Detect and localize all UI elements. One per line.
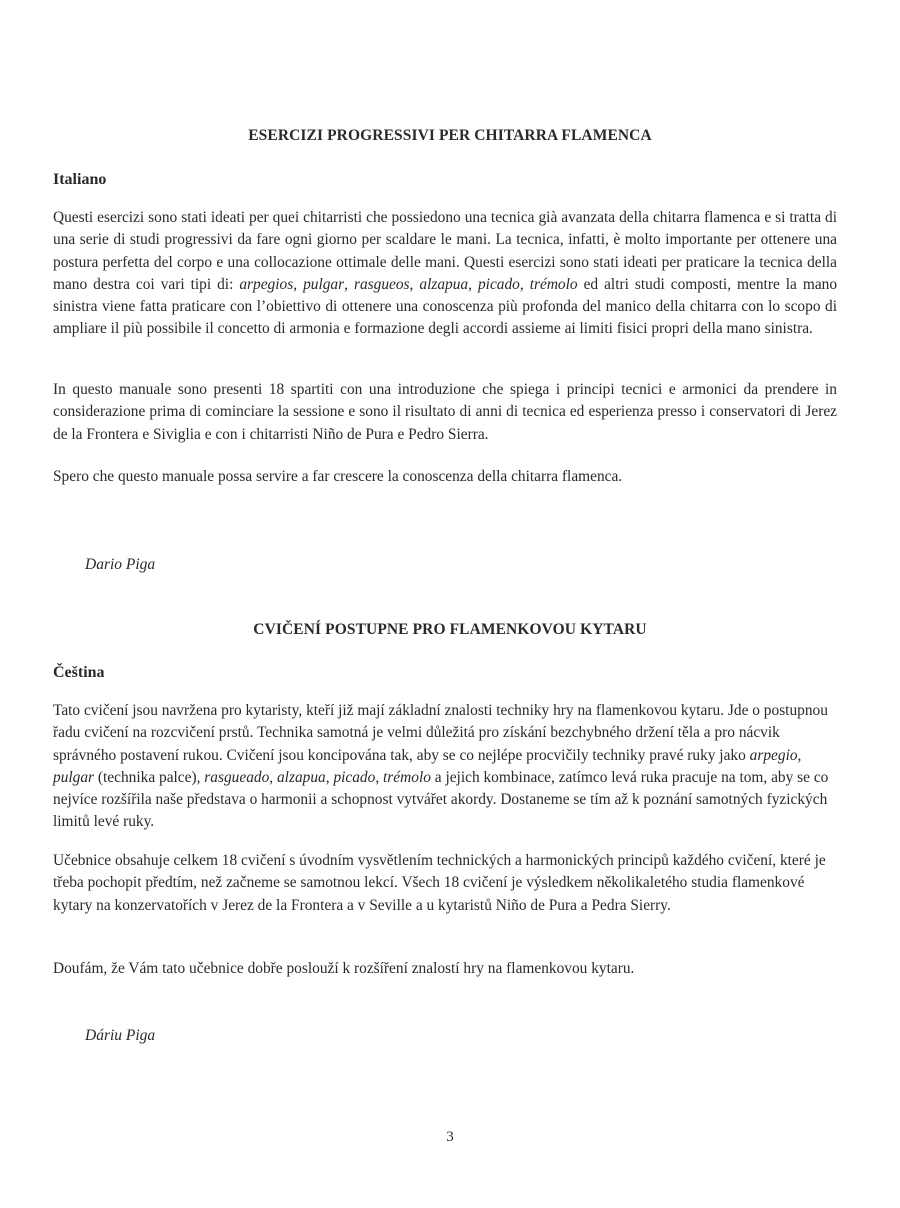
czech-term-rasgueado: rasgueado (204, 768, 270, 786)
italian-term-picado: picado (477, 275, 520, 293)
italian-signature: Dario Piga (85, 556, 156, 573)
italian-title: ESERCIZI PROGRESSIVI PER CHITARRA FLAMENCA (248, 127, 652, 144)
italian-term-tremolo: trémolo (529, 275, 578, 293)
italian-term-rasgueos: rasgueos (353, 275, 410, 293)
italian-p1-text-1: Questi esercizi sono stati ideati per quei chitarristi che possiedono una tecnica già avanzata della chitarra flamenca e si tratta di una serie di studi progressivi da fare ogni giorno per scaldare le mani. La tecnica, infatti, è molto importante per ottenere una postura perfetta del corpo e una collocazione ottimale delle mani. Questi esercizi sono stati ideati per praticare la tecnica della mano destra coi vari tipi di: (53, 209, 837, 293)
czech-term-tremolo: trémolo (383, 768, 431, 786)
italian-paragraph-3: Spero che questo manuale possa servire a far crescere la conoscenza della chitarra flamenca. (53, 468, 623, 485)
italian-term-alzapua: alzapua (419, 275, 469, 293)
czech-paragraph-1: Tato cvičení jsou navržena pro kytaristy, kteří již mají základní znalosti techniky hry na flamenkovou kytaru. Jde o postupnou řadu cvičení na rozcvičení prstů. Technika samotná je velmi důležitá pro získání bezchybného držení těla a pro nácvik správného postavení rukou. Cvičení jsou koncipována tak, aby se co nejlépe procvičily techniky pravé ruky jako arpegio, pulgar (technika palce), rasgueado, alzapua, picado, trémolo a jejich kombinace, zatímco levá ruka pracuje na tom, aby se co nejvíce rozšířila naše představa o harmonii a schopnost vytvářet akordy. Dostaneme se tím až k poznání samotných fyzických limitů levé ruky. (53, 702, 829, 831)
czech-paragraph-3: Doufám, že Vám tato učebnice dobře poslouží k rozšíření znalostí hry na flamenkovou kytaru. (53, 960, 635, 977)
czech-term-arpegio: arpegio (749, 746, 798, 764)
czech-term-picado: picado (333, 768, 376, 786)
czech-paragraph-2: Učebnice obsahuje celkem 18 cvičení s úvodním vysvětlením technických a harmonických principů každého cvičení, které je třeba pochopit předtím, než začneme se samotnou lekcí. Všech 18 cvičení je výsledkem několikaletého studia flamenkové kytary na konzervatořích v Jerez de la Frontera a v Seville a u kytaristů Niño de Pura a Pedra Sierry. (53, 852, 826, 914)
czech-term-pulgar: pulgar (53, 768, 95, 786)
czech-term-alzapua: alzapua (276, 768, 326, 786)
italian-term-arpegios: arpegios (239, 275, 294, 293)
czech-language-heading: Čeština (53, 664, 105, 681)
italian-language-heading: Italiano (53, 171, 107, 188)
czech-p1-text-2: (technika palce), (94, 768, 205, 786)
italian-term-pulgar: pulgar (303, 275, 345, 293)
czech-p1-text-3: a jejich kombinace, zatímco levá ruka pracuje na tom, aby se co nejvíce rozšířila naše představa o harmonii a schopnost vytvářet akordy. Dostaneme se tím až k poznání samotných fyzických limitů levé ruky. (53, 768, 829, 831)
italian-p1-text-2: ed altri studi composti, mentre la mano sinistra viene fatta praticare con l’obiettivo di ottenere una conoscenza più profonda del manico della chitarra con lo scopo di ampliare il più possibile il concetto di armonia e formazione degli accordi assieme ai limiti fisici propri della mano sinistra. (53, 275, 838, 338)
page-number: 3 (446, 1129, 454, 1145)
italian-paragraph-1: Questi esercizi sono stati ideati per quei chitarristi che possiedono una tecnica già avanzata della chitarra flamenca e si tratta di una serie di studi progressivi da fare ogni giorno per scaldare le mani. La tecnica, infatti, è molto importante per ottenere una postura perfetta del corpo e una collocazione ottimale delle mani. Questi esercizi sono stati ideati per praticare la tecnica della mano destra coi vari tipi di: arpegios, pulgar, rasgueos, alzapua, picado, trémolo ed altri studi composti, mentre la mano sinistra viene fatta praticare con l’obiettivo di ottenere una conoscenza più profonda del manico della chitarra con lo scopo di ampliare il più possibile il concetto di armonia e formazione degli accordi assieme ai limiti fisici propri della mano sinistra. (53, 209, 838, 338)
italian-paragraph-2: In questo manuale sono presenti 18 spartiti con una introduzione che spiega i principi tecnici e armonici da prendere in considerazione prima di cominciare la sessione e sono il risultato di anni di tecnica ed esperienza presso i conservatori di Jerez de la Frontera e Siviglia e con i chitarristi Niño de Pura e Pedro Sierra. (53, 381, 837, 443)
czech-p1-text-1: Tato cvičení jsou navržena pro kytaristy, kteří již mají základní znalosti techniky hry na flamenkovou kytaru. Jde o postupnou řadu cvičení na rozcvičení prstů. Technika samotná je velmi důležitá pro získání bezchybného držení těla a pro nácvik správného postavení rukou. Cvičení jsou koncipována tak, aby se co nejlépe procvičily techniky pravé ruky jako (53, 702, 828, 764)
czech-signature: Dáriu Piga (85, 1027, 156, 1044)
czech-title: CVIČENÍ POSTUPNE PRO FLAMENKOVOU KYTARU (253, 621, 647, 638)
